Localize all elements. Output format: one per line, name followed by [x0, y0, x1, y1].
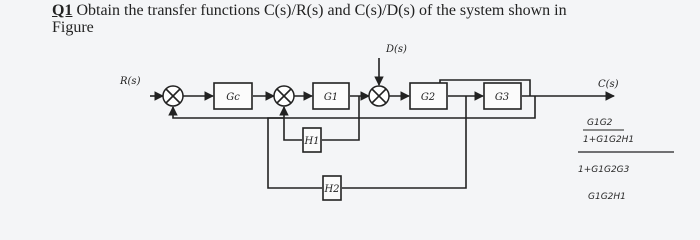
block-g3 [484, 83, 521, 109]
block-h1 [303, 128, 321, 152]
hand-note-3: 1+G1G2G3 [578, 165, 630, 175]
hand-note-2: 1+G1G2H1 [583, 135, 635, 145]
wire-h2-pickoff [342, 96, 466, 188]
summing-junction-2 [274, 86, 294, 106]
hand-note-4: G1G2H1 [588, 192, 626, 202]
disturbance-label: D(s) [386, 44, 407, 55]
question-number: Q1 [52, 2, 73, 19]
question-line-2: Figure [52, 19, 94, 36]
block-h2-label: H2 [324, 184, 340, 195]
block-gc-label: Gc [226, 92, 240, 103]
block-g2 [410, 83, 447, 109]
block-g3-label: G3 [494, 92, 510, 103]
block-g2-label: G2 [420, 92, 436, 103]
block-g1 [313, 83, 349, 109]
output-label: C(s) [598, 79, 619, 90]
question-line-1: Obtain the transfer functions C(s)/R(s) and C(s)/D(s) of the system shown in [72, 2, 567, 19]
wire-h1-return [284, 107, 302, 140]
summing-junction-3 [369, 86, 389, 106]
block-h2 [323, 176, 341, 200]
hand-note-1: G1G2 [587, 118, 613, 128]
block-gc [214, 83, 252, 109]
input-label: R(s) [120, 76, 141, 87]
summing-junction-1 [163, 86, 183, 106]
block-h1-label: H1 [304, 136, 320, 147]
block-g1-label: G1 [323, 92, 339, 103]
